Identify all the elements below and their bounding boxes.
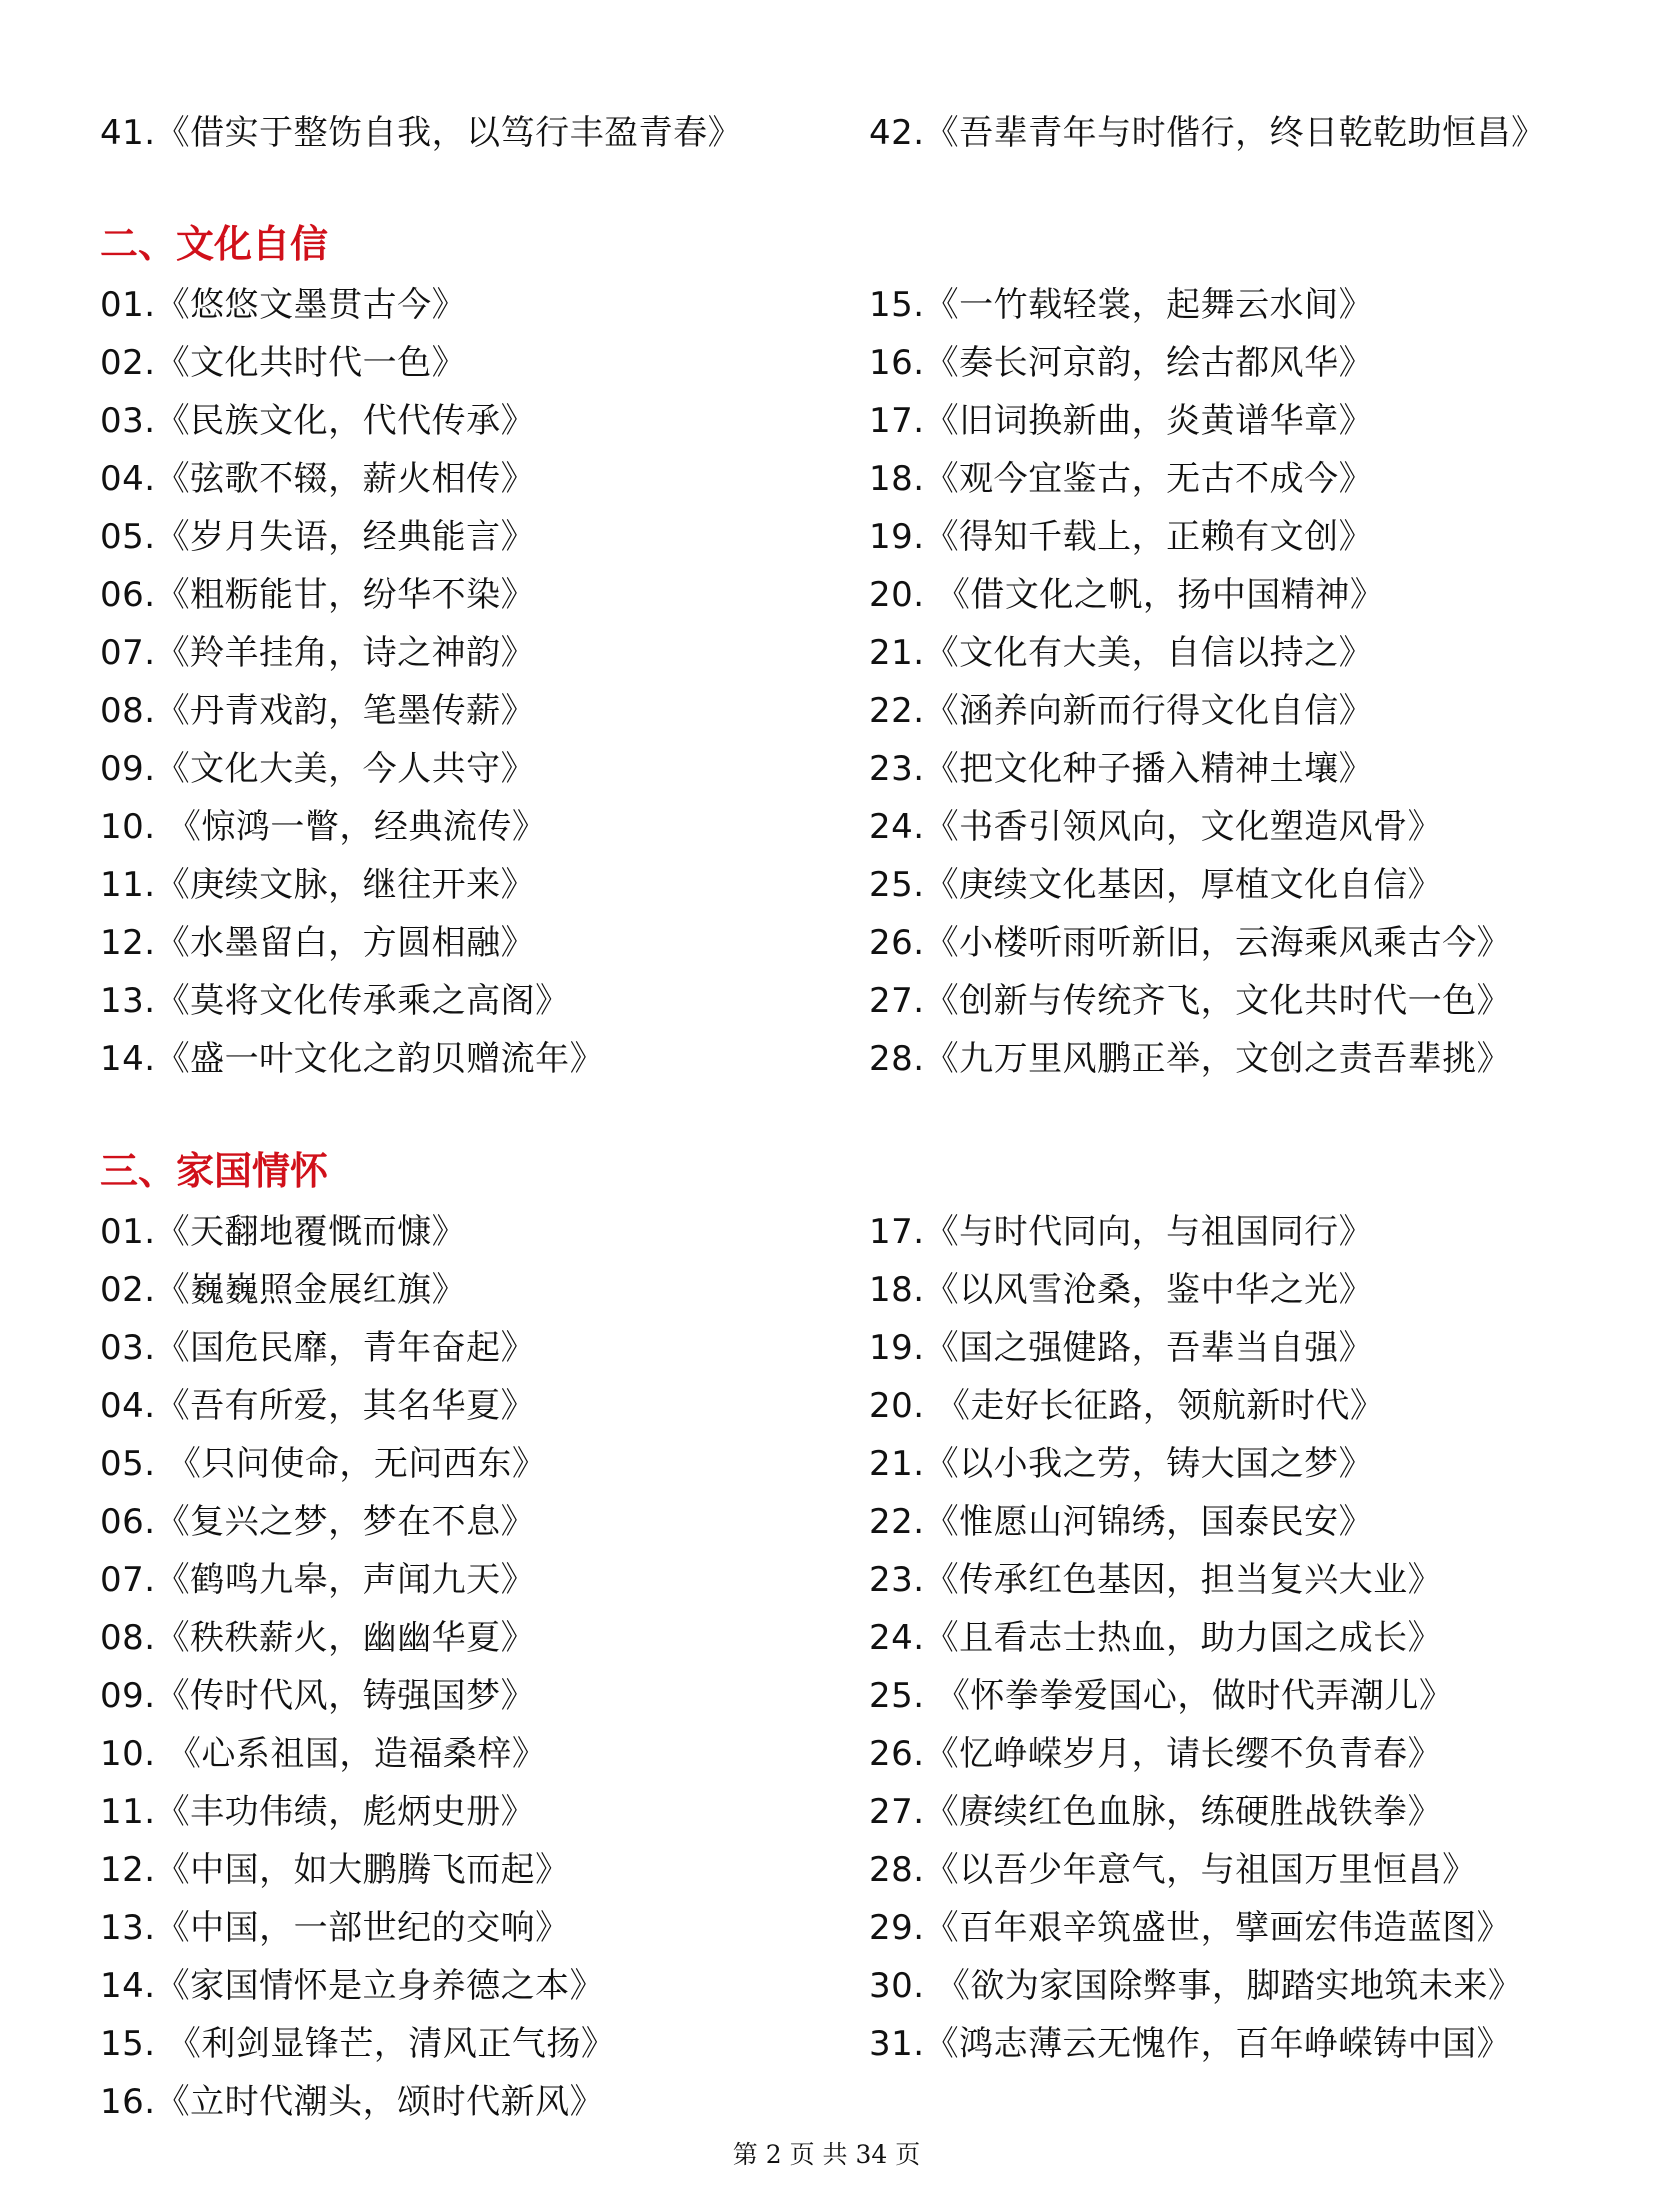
list-item: 11.《庚续文脉，继往开来》 (100, 865, 536, 905)
list-row (100, 1319, 1600, 1377)
list-row (100, 856, 1600, 914)
list-row (100, 1493, 1600, 1551)
list-item: 22.《涵养向新而行得文化自信》 (869, 691, 1374, 731)
list-item: 21.《文化有大美，自信以持之》 (869, 633, 1374, 673)
list-item: 26.《忆峥嵘岁月，请长缨不负青春》 (869, 1734, 1443, 1774)
list-row (100, 1377, 1600, 1435)
list-item: 08.《秩秩薪火，幽幽华夏》 (100, 1618, 536, 1658)
list-item: 04.《吾有所爱，其名华夏》 (100, 1386, 536, 1426)
list-item: 13.《莫将文化传承乘之高阁》 (100, 981, 570, 1021)
list-row (100, 1203, 1600, 1261)
list-row (100, 798, 1600, 856)
list-item: 15. 《利剑显锋芒，清风正气扬》 (100, 2024, 616, 2064)
list-item: 28.《九万里风鹏正举，文创之责吾辈挑》 (869, 1039, 1512, 1079)
list-item: 21.《以小我之劳，铸大国之梦》 (869, 1444, 1374, 1484)
list-item: 08.《丹青戏韵，笔墨传薪》 (100, 691, 536, 731)
list-item: 02.《巍巍照金展红旗》 (100, 1270, 467, 1310)
list-row (100, 508, 1600, 566)
list-item: 41.《借实于整饬自我，以笃行丰盈青春》 (100, 113, 743, 153)
list-item: 20. 《借文化之帆，扬中国精神》 (869, 575, 1385, 615)
list-item: 25. 《怀拳拳爱国心，做时代弄潮儿》 (869, 1676, 1454, 1716)
list-item: 09.《文化大美，今人共守》 (100, 749, 536, 789)
list-row (100, 2073, 1600, 2131)
list-row (100, 1957, 1600, 2015)
list-row (100, 276, 1600, 334)
list-row (100, 972, 1600, 1030)
list-item: 03.《国危民靡，青年奋起》 (100, 1328, 536, 1368)
list-row (100, 1435, 1600, 1493)
list-item: 02.《文化共时代一色》 (100, 343, 467, 383)
list-item: 01.《悠悠文墨贯古今》 (100, 285, 467, 325)
section-heading: 三、家国情怀 (100, 1149, 329, 1193)
list-item: 27.《创新与传统齐飞，文化共时代一色》 (869, 981, 1512, 1021)
list-row (100, 740, 1600, 798)
list-item: 14.《盛一叶文化之韵贝赠流年》 (100, 1039, 605, 1079)
list-item: 30. 《欲为家国除弊事，脚踏实地筑未来》 (869, 1966, 1523, 2006)
list-row (100, 1667, 1600, 1725)
list-item: 23.《把文化种子播入精神土壤》 (869, 749, 1374, 789)
list-item: 07.《鹤鸣九皋，声闻九天》 (100, 1560, 536, 1600)
page-footer: 第 2 页 共 34 页 (732, 2140, 921, 2169)
list-row (100, 624, 1600, 682)
list-item: 06.《粗粝能甘，纷华不染》 (100, 575, 536, 615)
list-item: 15.《一竹载轻裳，起舞云水间》 (869, 285, 1374, 325)
list-item: 23.《传承红色基因，担当复兴大业》 (869, 1560, 1443, 1600)
list-item: 07.《羚羊挂角，诗之神韵》 (100, 633, 536, 673)
list-row (100, 914, 1600, 972)
list-item: 13.《中国，一部世纪的交响》 (100, 1908, 570, 1948)
list-item: 42.《吾辈青年与时偕行，终日乾乾助恒昌》 (869, 113, 1546, 153)
list-item: 18.《以风雪沧桑，鉴中华之光》 (869, 1270, 1374, 1310)
list-item: 18.《观今宜鉴古，无古不成今》 (869, 459, 1374, 499)
list-item: 05. 《只问使命，无问西东》 (100, 1444, 547, 1484)
list-row (100, 104, 1600, 162)
list-item: 12.《中国，如大鹏腾飞而起》 (100, 1850, 570, 1890)
list-item: 05.《岁月失语，经典能言》 (100, 517, 536, 557)
list-item: 26.《小楼听雨听新旧，云海乘风乘古今》 (869, 923, 1512, 963)
list-item: 04.《弦歌不辍，薪火相传》 (100, 459, 536, 499)
list-item: 11.《丰功伟绩，彪炳史册》 (100, 1792, 536, 1832)
list-item: 28.《以吾少年意气，与祖国万里恒昌》 (869, 1850, 1477, 1890)
list-item: 17.《与时代同向，与祖国同行》 (869, 1212, 1374, 1252)
list-row (100, 392, 1600, 450)
list-item: 12.《水墨留白，方圆相融》 (100, 923, 536, 963)
list-item: 06.《复兴之梦，梦在不息》 (100, 1502, 536, 1542)
list-item: 29.《百年艰辛筑盛世，擘画宏伟造蓝图》 (869, 1908, 1512, 1948)
list-row (100, 1783, 1600, 1841)
list-item: 09.《传时代风，铸强国梦》 (100, 1676, 536, 1716)
list-row (100, 566, 1600, 624)
list-item: 10. 《心系祖国，造福桑梓》 (100, 1734, 547, 1774)
section-heading: 二、文化自信 (100, 222, 329, 266)
list-row (100, 334, 1600, 392)
list-item: 01.《天翻地覆慨而慷》 (100, 1212, 467, 1252)
list-item: 27.《赓续红色血脉，练硬胜战铁拳》 (869, 1792, 1443, 1832)
list-row (100, 1899, 1600, 1957)
list-row (100, 1609, 1600, 1667)
list-item: 20. 《走好长征路，领航新时代》 (869, 1386, 1385, 1426)
list-item: 19.《国之强健路，吾辈当自强》 (869, 1328, 1374, 1368)
list-item: 31.《鸿志薄云无愧作，百年峥嵘铸中国》 (869, 2024, 1512, 2064)
list-item: 25.《庚续文化基因，厚植文化自信》 (869, 865, 1443, 905)
list-item: 17.《旧词换新曲，炎黄谱华章》 (869, 401, 1374, 441)
list-row (100, 1030, 1600, 1088)
list-item: 03.《民族文化，代代传承》 (100, 401, 536, 441)
list-row (100, 1261, 1600, 1319)
list-row (100, 450, 1600, 508)
list-row (100, 1841, 1600, 1899)
list-item: 24.《书香引领风向，文化塑造风骨》 (869, 807, 1443, 847)
list-row (100, 682, 1600, 740)
list-item: 10. 《惊鸿一瞥，经典流传》 (100, 807, 547, 847)
list-item: 16.《立时代潮头，颂时代新风》 (100, 2082, 605, 2122)
list-item: 16.《奏长河京韵，绘古都风华》 (869, 343, 1374, 383)
list-item: 24.《且看志士热血，助力国之成长》 (869, 1618, 1443, 1658)
list-row (100, 2015, 1600, 2073)
list-row (100, 1551, 1600, 1609)
list-item: 22.《惟愿山河锦绣，国泰民安》 (869, 1502, 1374, 1542)
list-item: 19.《得知千载上，正赖有文创》 (869, 517, 1374, 557)
list-row (100, 1725, 1600, 1783)
list-item: 14.《家国情怀是立身养德之本》 (100, 1966, 605, 2006)
